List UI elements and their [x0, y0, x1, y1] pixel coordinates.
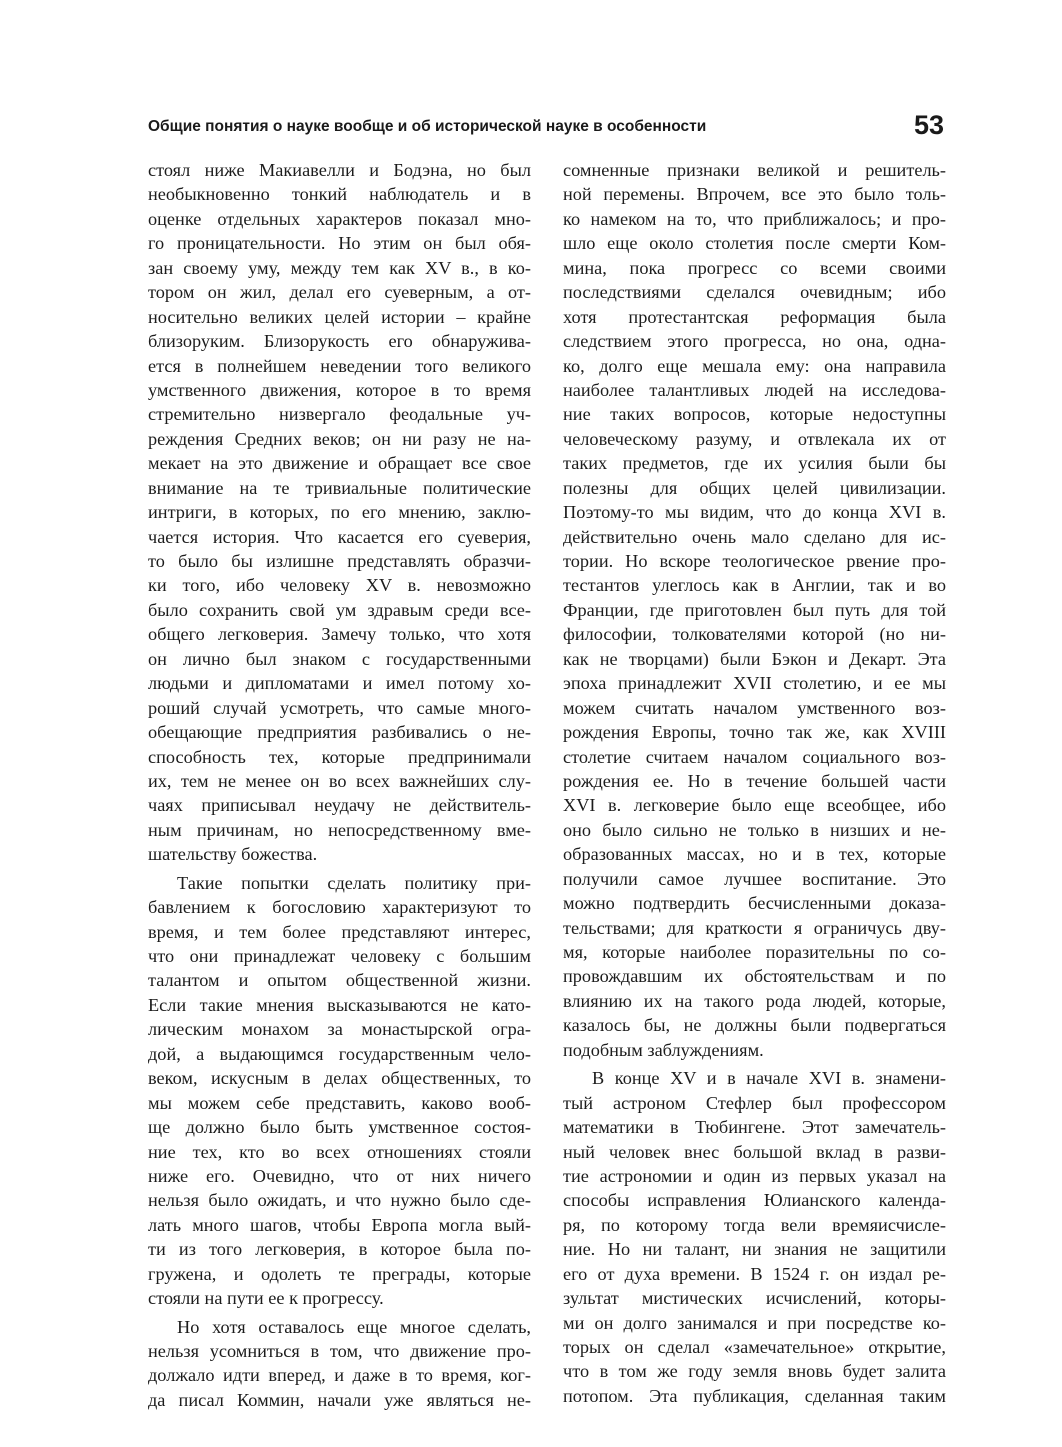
text-line: Поэтому-то мы видим, что до конца XVI в.: [563, 502, 946, 523]
text-line: получили самое лучшее воспитание. Это: [563, 868, 946, 889]
text-line: роший случай усмотреть, что самые много-: [148, 697, 531, 718]
text-line: внимание на те тривиальные политические: [148, 477, 531, 498]
text-line: ниже его. Очевидно, что от них ничего: [148, 1165, 531, 1186]
text-line: ко намеком на то, что приближалось; и про-: [563, 208, 946, 229]
paragraph: [148, 871, 531, 1311]
text-line: общего легковерия. Замечу только, что хотя: [148, 624, 531, 645]
text-line: шательству божества.: [148, 844, 318, 865]
text-line: способы исправления Юлианского календа-: [563, 1190, 946, 1211]
text-line: человеческому разуму, и отвлекала их от: [563, 428, 946, 449]
text-line: было сохранить свой ум здравым среди все-: [148, 599, 531, 620]
text-line: можем считать началом умственного воз-: [563, 697, 946, 718]
text-line: образованных массах, но и в тех, которые: [563, 844, 946, 865]
text-line: время, и тем более представляют интерес,: [148, 921, 531, 942]
paragraph: [563, 1066, 946, 1408]
text-line: хотя протестантская реформация была: [563, 306, 946, 327]
text-line: шло еще около столетия после смерти Ком-: [563, 233, 946, 254]
text-line: людьми и дипломатами и имел потому хо-: [148, 673, 531, 694]
left-column: [148, 158, 531, 1412]
text-line: как не творцами) были Бэкон и Декарт. Эта: [563, 648, 946, 669]
text-line: рождения Европы, точно так же, как XVIII: [563, 722, 946, 743]
text-line: тории. Но вскоре теологическое рвение про-: [563, 551, 946, 571]
text-line: мекает на это движение и обращает все свое: [148, 453, 531, 474]
text-line: способность тех, которые предпринимали: [148, 746, 531, 767]
text-line: ный человек внес большой вклад в разви-: [563, 1141, 946, 1162]
text-line: оно было сильно не только в низших и не-: [563, 819, 946, 840]
text-line: наиболее талантливых людей на исследова-: [563, 379, 946, 400]
text-line: да писал Коммин, начали уже являться не-: [148, 1389, 531, 1410]
text-line: стремительно низвергало феодальные уч-: [148, 404, 531, 425]
text-line: ми он долго занимался и при посредстве ко-: [563, 1312, 946, 1333]
text-line: тый астроном Стефлер был профессором: [563, 1092, 946, 1113]
text-line: должало идти вперед, и даже в то время, ког-: [148, 1365, 531, 1386]
text-line: ко, долго еще мешала ему: она направила: [563, 355, 946, 376]
text-line: ря, по которому тогда вели времяисчисле-: [563, 1214, 946, 1235]
text-line: сомненные признаки великой и решитель-: [563, 160, 946, 180]
text-line: XVI в. легковерие было еще всеобщее, ибо: [563, 795, 946, 816]
text-line: его от духа времени. В 1524 г. он издал ре-: [563, 1263, 946, 1284]
text-line: ется в полнейшем неведении того великого: [148, 355, 531, 376]
text-line: подобным заблуждениям.: [563, 1039, 764, 1060]
text-line: провождавшим их обстоятельствам и по: [563, 966, 946, 987]
text-line: стояли на пути ее к прогрессу.: [148, 1288, 384, 1309]
text-line: Франции, где приготовлен был путь для той: [563, 599, 946, 620]
text-line: тие астрономии и один из первых указал на: [563, 1165, 946, 1186]
text-line: ние таких вопросов, которые недоступны: [563, 404, 946, 425]
text-line: лать много шагов, чтобы Европа могла вый-: [148, 1214, 531, 1235]
text-line: ние. Но ни талант, ни знания не защитили: [563, 1239, 946, 1260]
text-line: тельствами; для краткости я ограничусь дву-: [563, 917, 946, 938]
text-line: тором он жил, делал его суеверным, а от-: [148, 282, 531, 303]
text-line: дой, а выдающимся государственным чело-: [148, 1043, 531, 1064]
text-line: мя, которые наиболее поразительны по со-: [563, 942, 946, 962]
text-line: столетие считаем началом социального воз-: [563, 746, 946, 767]
text-line: носительно великих целей истории – крайне: [148, 306, 531, 327]
text-line: нельзя усомниться в том, что движение про-: [148, 1341, 531, 1361]
text-line: стоял ниже Макиавелли и Бодэна, но был: [148, 160, 531, 180]
text-line: можно подтвердить бесчисленными доказа-: [563, 893, 946, 914]
page-number: 53: [913, 110, 944, 140]
text-line: мы можем себе представить, каково вооб-: [148, 1092, 531, 1113]
text-line: нельзя было ожидать, и что нужно было сде-: [148, 1190, 531, 1211]
text-line: мина, пока прогресс со всеми своими: [563, 257, 946, 278]
text-line: чается история. Что касается его суеверия,: [148, 526, 531, 547]
text-line: казалось бы, не должны были подвергаться: [563, 1015, 946, 1036]
text-line: что они принадлежат человеку с большим: [148, 946, 531, 966]
text-line: ным причинам, но непосредственному вме-: [148, 819, 531, 840]
running-head: [148, 110, 948, 146]
text-line: В конце XV и в начале XVI в. знамени-: [592, 1068, 946, 1089]
text-line: полезны для общих целей цивилизации.: [563, 477, 946, 498]
text-line: философии, толкователями которой (но ни-: [563, 624, 946, 645]
text-line: ние тех, кто во всех отношениях стояли: [148, 1141, 531, 1162]
text-line: то было бы излишне представлять образчи-: [148, 551, 531, 571]
text-line: зан своему уму, между тем как XV в., в ко-: [148, 257, 531, 278]
text-line: математики в Тюбингене. Этот замечатель-: [563, 1117, 946, 1138]
right-column: [563, 158, 946, 1408]
text-line: эпоха принадлежит XVII столетию, и ее мы: [563, 673, 946, 694]
text-line: необыкновенно тонкий наблюдатель и в: [148, 184, 531, 205]
text-line: Но хотя оставалось еще многое сделать,: [177, 1316, 531, 1337]
paragraph: [148, 158, 531, 867]
text-line: рождения ее. Но в течение большей части: [563, 770, 946, 791]
text-line: реждения Средних веков; он ни разу не на-: [148, 428, 531, 449]
text-line: Такие попытки сделать политику при-: [177, 872, 531, 893]
text-line: зультат мистических исчислений, которы-: [563, 1288, 946, 1309]
text-line: чаях приписывал неудачу не действитель-: [148, 795, 531, 816]
text-line: следствием этого прогресса, но она, одна-: [563, 331, 946, 352]
text-line: что в том же году земля вновь будет залита: [563, 1361, 946, 1382]
text-line: Если такие мнения высказываются не като-: [148, 994, 531, 1015]
paragraph: [148, 1315, 531, 1413]
text-line: лическим монахом за монастырской огра-: [148, 1019, 531, 1040]
text-line: ной перемены. Впрочем, все это было толь-: [563, 184, 946, 205]
text-line: влиянию их на такого рода людей, которые,: [563, 990, 946, 1011]
text-line: последствиями сделался очевидным; ибо: [563, 282, 946, 303]
text-line: торых он сделал «замечательное» открытие,: [563, 1337, 946, 1357]
text-line: потопом. Эта публикация, сделанная таким: [563, 1385, 946, 1406]
running-head-title: Общие понятия о науке вообще и об исторической науке в особенности: [148, 118, 707, 135]
text-line: он лично был знаком с государственными: [148, 648, 531, 669]
paragraph: [563, 158, 946, 1062]
text-line: умственного движения, которое в то время: [148, 379, 531, 400]
text-line: талантом и опытом общественной жизни.: [148, 970, 531, 991]
text-line: тестантов улеглось как в Англии, так и во: [563, 575, 946, 596]
text-line: бавлением к богословию характеризуют то: [148, 897, 531, 918]
text-line: таких предметов, где их усилия были бы: [563, 453, 946, 474]
text-line: оценке отдельных характеров показал мно-: [148, 208, 531, 229]
text-line: ще должно было быть умственное состоя-: [148, 1117, 531, 1138]
text-line: веком, искусным в делах общественных, то: [148, 1068, 531, 1089]
text-line: действительно очень мало сделано для ис-: [563, 526, 946, 547]
text-line: интриги, в которых, по его мнению, заклю-: [148, 502, 531, 523]
text-line: ки того, ибо человеку XV в. невозможно: [148, 575, 531, 596]
text-line: обещающие предприятия разбивались о не-: [148, 722, 531, 743]
text-line: го проницательности. Но этим он был обя-: [148, 233, 531, 254]
text-line: их, тем не менее он во всех важнейших слу-: [148, 770, 531, 791]
text-line: близоруким. Близорукость его обнаружива-: [148, 331, 531, 352]
text-line: ти из того легковерия, в которое была по-: [148, 1239, 531, 1260]
text-line: гружена, и одолеть те преграды, которые: [148, 1263, 531, 1284]
